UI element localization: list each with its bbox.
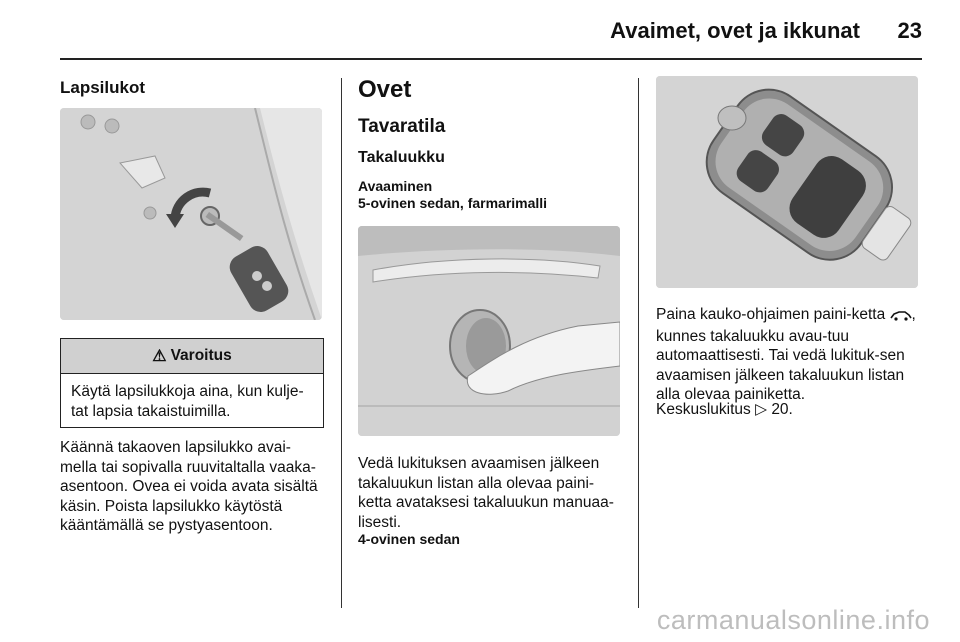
minor-heading: Avaaminen bbox=[358, 178, 433, 194]
warning-box bbox=[60, 338, 324, 428]
variant-heading: 5-ovinen sedan, farmarimalli bbox=[358, 195, 548, 211]
ref-label: Keskuslukitus bbox=[656, 401, 751, 418]
chapter-title: Ovet bbox=[358, 76, 412, 103]
subsection-title: Takaluukku bbox=[358, 149, 445, 166]
warning-title: Varoitus bbox=[170, 347, 232, 364]
remote-tailgate-instructions bbox=[656, 305, 926, 405]
tailgate-car-icon bbox=[890, 307, 912, 327]
tailgate-manual-instructions: Vedä lukituksen avaamisen jälkeen takaluukun listan alla olevaa paini-ketta avataksesi takaluukun manuaa-lisesti. bbox=[358, 455, 614, 531]
column-divider bbox=[341, 78, 342, 608]
section-heading-child-locks: Lapsilukot bbox=[60, 78, 146, 97]
section-title: Tavaratila bbox=[358, 116, 446, 137]
remote-text-before-icon: Paina kauko-ohjaimen paini-ketta bbox=[656, 306, 886, 323]
variant2-heading: 4-ovinen sedan bbox=[358, 531, 460, 547]
watermark: carmanualsonline.info bbox=[656, 605, 930, 635]
page-number: 23 bbox=[897, 18, 922, 43]
remote-key-illustration bbox=[656, 76, 918, 288]
warning-triangle-icon: ⚠ bbox=[152, 348, 167, 365]
warning-header bbox=[61, 339, 323, 374]
page-header-title: Avaimet, ovet ja ikkunat bbox=[610, 18, 860, 43]
remote-text-after-icon: , kunnes takaluukku avau-tuu automaattisesti. Tai vedä lukituk-sen avaamisen jälkeen takaluukun listan alla olevaa painiketta. bbox=[656, 306, 916, 403]
child-lock-illustration bbox=[60, 108, 322, 320]
child-lock-instructions: Käännä takaoven lapsilukko avai-mella tai sopivalla ruuvitaltalla vaaka-asentoon. Ovea ei voida avata sisältä käsin. Poista lapsilukko käytöstä kääntämällä se pystyasentoon. bbox=[60, 439, 318, 534]
ref-page: 20. bbox=[771, 401, 793, 418]
page-reference-arrow-icon: ▷ bbox=[755, 401, 767, 418]
cross-reference bbox=[656, 400, 793, 420]
header-rule bbox=[60, 58, 922, 60]
tailgate-handle-illustration bbox=[358, 226, 620, 436]
warning-text: Käytä lapsilukkoja aina, kun kulje-tat lapsia takaistuimilla. bbox=[71, 383, 304, 420]
column-divider bbox=[638, 78, 639, 608]
